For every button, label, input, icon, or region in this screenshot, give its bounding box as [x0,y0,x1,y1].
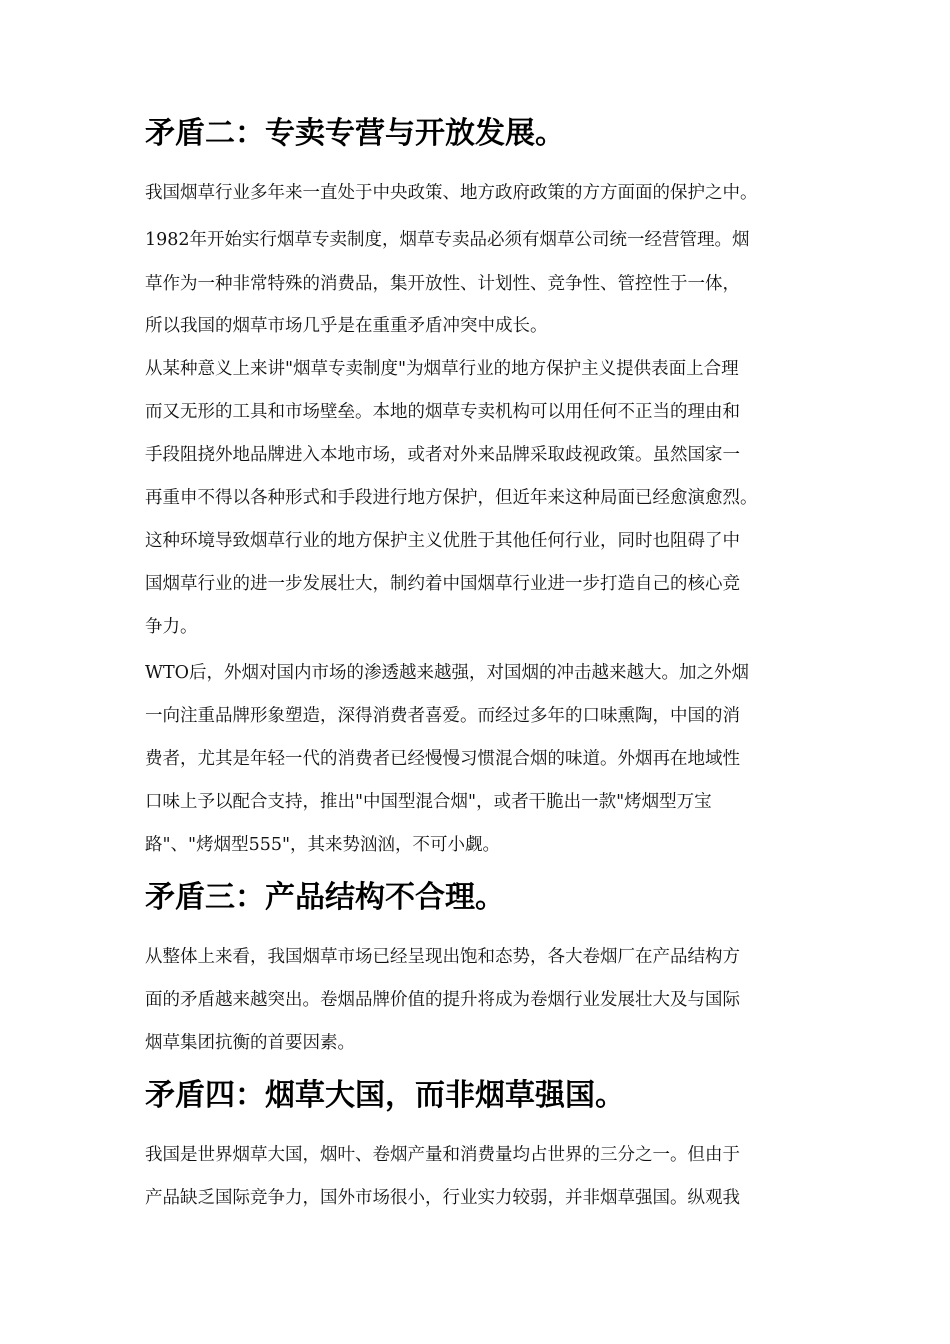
text-line: 口味上予以配合支持，推出"中国型混合烟"，或者干脆出一款"烤烟型万宝 [145,792,712,812]
text-line: 我国烟草行业多年来一直处于中央政策、地方政府政策的方方面面的保护之中。 [145,183,758,203]
text-line: 一向注重品牌形象塑造，深得消费者喜爱。而经过多年的口味熏陶，中国的消 [145,706,740,726]
text-line: 1982年开始实行烟草专卖制度，烟草专卖品必须有烟草公司统一经营管理。烟 [145,230,750,250]
text-line: 这种环境导致烟草行业的地方保护主义优胜于其他任何行业，同时也阻碍了中 [145,531,740,551]
text-line: 草作为一种非常特殊的消费品，集开放性、计划性、竞争性、管控性于一体， [145,274,740,294]
text-line: 再重申不得以各种形式和手段进行地方保护，但近年来这种局面已经愈演愈烈。 [145,488,758,508]
section-heading: 矛盾二：专卖专营与开放发展。 [145,116,565,151]
text-line: 从某种意义上来讲"烟草专卖制度"为烟草行业的地方保护主义提供表面上合理 [145,359,739,379]
text-line: 争力。 [145,617,198,637]
text-line: 手段阻挠外地品牌进入本地市场，或者对外来品牌采取歧视政策。虽然国家一 [145,445,740,465]
section-heading: 矛盾三：产品结构不合理。 [145,880,505,915]
text-line: WTO后，外烟对国内市场的渗透越来越强，对国烟的冲击越来越大。加之外烟 [145,663,750,683]
text-line: 所以我国的烟草市场几乎是在重重矛盾冲突中成长。 [145,316,548,336]
text-line: 从整体上来看，我国烟草市场已经呈现出饱和态势，各大卷烟厂在产品结构方 [145,947,740,967]
text-line: 烟草集团抗衡的首要因素。 [145,1033,355,1053]
text-line: 我国是世界烟草大国，烟叶、卷烟产量和消费量均占世界的三分之一。但由于 [145,1145,740,1165]
text-line: 面的矛盾越来越突出。卷烟品牌价值的提升将成为卷烟行业发展壮大及与国际 [145,990,740,1010]
text-line: 路"、"烤烟型555"，其来势汹汹，不可小觑。 [145,835,501,855]
section-heading: 矛盾四：烟草大国，而非烟草强国。 [145,1078,625,1113]
text-line: 而又无形的工具和市场壁垒。本地的烟草专卖机构可以用任何不正当的理由和 [145,402,740,422]
text-line: 费者，尤其是年轻一代的消费者已经慢慢习惯混合烟的味道。外烟再在地域性 [145,749,740,769]
text-line: 产品缺乏国际竞争力，国外市场很小，行业实力较弱，并非烟草强国。纵观我 [145,1188,740,1208]
text-line: 国烟草行业的进一步发展壮大，制约着中国烟草行业进一步打造自己的核心竞 [145,574,740,594]
